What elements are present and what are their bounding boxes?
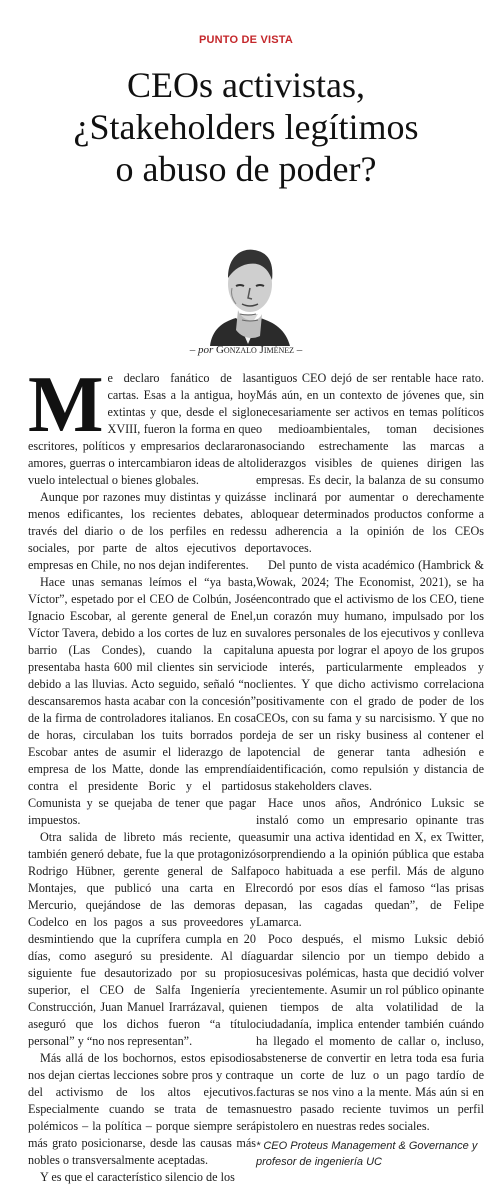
paragraph: Aunque por razones muy distintas y quizás menos edificantes, los recientes debates, a través del diario o de los perfiles en redes sociales, por parte de altos ejecutivos de empresas en Chile, no nos dejan indiferentes. bbox=[28, 490, 256, 572]
paragraph: Hace unas semanas leímos el “ya basta, Víctor”, espetado por el CEO de Colbún, José Ignacio Escobar, al gerente general de Enel, Víctor Tavera, debido a los cortes de luz en su barrio (Las Condes), cuando la capital presentaba hasta 600 mil clientes sin servicio debido a las lluvias. Acto seguido, señaló “no descansaremos hasta acabar con la concesión” de la firma de controladores italianos. En cosa de horas, circulaban los tuits borrados por Escobar antes de asumir el liderazgo de la empresa de los Matte, donde las emprendía contra el presidente Boric y el partido Comunista y se quejaba de tener que pagar impuestos. bbox=[28, 575, 256, 827]
title-line: CEOs activistas, bbox=[127, 65, 365, 105]
paragraph: antiguos CEO dejó de ser rentable hace rato. Más aún, en un contexto de jóvenes que, sin necesariamente ser activos en temas políticos o medioambientales, toman decisiones asociando estrechamente las marcas a liderazgos visibles de quienes dirigen las empresas. Es decir, la balanza de su consumo se inclinará por aumentar o derechamente bloquear determinados productos conforme a su adherencia a la opinión de los CEOs portavoces. bbox=[256, 371, 484, 555]
paragraph: Poco después, el mismo Luksic debió guardar silencio por un tiempo debido a sucesivas polémicas, hasta que decidió volver recientemente. Asumir un rol público opinante en tiempos de alta volatilidad de la ciudadanía, implica entender también cuándo ha llegado el momento de callar o, incluso, abstenerse de convertir en letra toda esa furia que un corte de luz o un pago tardío de facturas se nos vino a la mente. Más aún si en nuestro pasado reciente tuvimos un perfil pistolero en nuestras redes sociales. bbox=[256, 932, 484, 1133]
title-line: o abuso de poder? bbox=[115, 149, 377, 189]
drop-cap: M bbox=[28, 361, 104, 449]
section-label: PUNTO DE VISTA bbox=[198, 34, 294, 46]
paragraph: Otra salida de libreto más reciente, que también generó debate, fue la que protagonizó Rodrigo Hübner, gerente general de Salfa Montajes, que publicó una carta en El Mercurio, quejándose de las demoras de Codelco en los pagos a sus proveedores y desmintiendo que la cuprífera cumpla en 20 días, como aseguró su presidente. Al día siguiente fue desautorizado por su propio superior, el CEO de Salfa Ingeniería y Construcción, Juan Manuel Irarrázaval, quien aseguró que los dichos fueron “a título personal” y “no nos representan”. bbox=[28, 830, 256, 1048]
paragraph: Y es que el característico silencio de los bbox=[40, 1170, 235, 1184]
paragraph bbox=[28, 361, 256, 489]
paragraph: Hace unos años, Andrónico Luksic se instaló como un empresario opinante tras asumir una activa identidad en X, ex Twitter, sorprendiendo a la opinión pública que estaba poco habituada a ese perfil. Más de alguno recordó por esos días el famoso “las prisas pasan, las cagadas quedan”, de Felipe Lamarca. bbox=[256, 796, 484, 929]
byline-prefix: – por bbox=[189, 344, 216, 356]
author-footnote: * CEO Proteus Management & Governance y profesor de ingeniería UC bbox=[256, 1140, 478, 1168]
article-title bbox=[0, 64, 492, 190]
author-name: Gonzalo Jiménez bbox=[215, 344, 295, 356]
paragraph-text: e declaro fanático de las cartas. Esas a la antigua, hoy extintas y que, desde el siglo XVIII, fueron la forma en que escritores, políticos y empresarios declararon amores, guerras o intercambiaron ideas de alto vuelo intelectual o bienes globales. bbox=[28, 371, 256, 487]
title-line: ¿Stakeholders legítimos bbox=[73, 107, 419, 147]
article-column-1 bbox=[28, 361, 256, 1184]
byline-suffix: – bbox=[294, 344, 303, 356]
paragraph: Más allá de los bochornos, estos episodios nos dejan ciertas lecciones sobre pros y contra del activismo de los altos ejecutivos. Especialmente cuando se trata de temas polémicos – la política – porque siempre será más grato posicionarse, desde las causas más nobles o transversalmente aceptadas. bbox=[28, 1051, 256, 1167]
byline bbox=[0, 344, 492, 356]
author-portrait-illustration bbox=[202, 244, 296, 346]
paragraph: Del punto de vista académico (Hambrick & Wowak, 2024; The Economist, 2021), se ha encontrado que el activismo de los CEO, tiene un corazón muy humano, impulsado por los valores personales de los ejecutivos y conlleva una apuesta por lograr el apoyo de los grupos de interés, particularmente empleados y clientes. Y que dicho activismo correlaciona positivamente con el grado de poder de los CEOs, con su fama y su narcisismo. Y que no deja de ser un risky business al contener el potencial de generar tanta adhesión e identificación, como repulsión y distancia de sus stakeholders claves. bbox=[256, 558, 484, 793]
article-column-2 bbox=[256, 370, 484, 1150]
